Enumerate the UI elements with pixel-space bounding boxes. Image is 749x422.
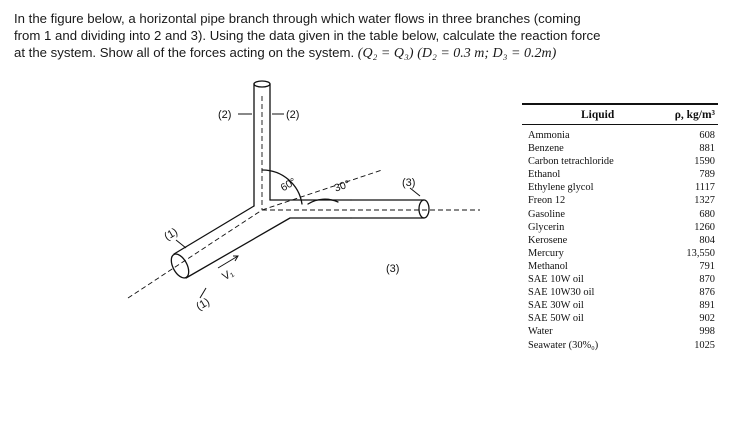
density-table	[522, 103, 718, 352]
label-inlet-top: (1)	[162, 225, 180, 244]
liquid-density: 1590	[694, 156, 715, 168]
table-header	[522, 105, 718, 124]
problem-line-1: In the figure below, a horizontal pipe branch through which water flows in three branches (coming	[14, 11, 581, 26]
table-row	[522, 168, 718, 181]
liquid-density: 1025	[694, 339, 715, 351]
table-row	[522, 181, 718, 194]
table-row	[522, 155, 718, 168]
liquid-name: Water	[528, 326, 553, 338]
condition-flow: (Q₂ = Q₃)	[357, 46, 414, 61]
header-density: ρ, kg/m³	[674, 109, 715, 121]
table-row	[522, 208, 718, 221]
liquid-density: 1117	[694, 182, 715, 194]
liquid-density: 902	[699, 313, 715, 325]
table-body	[522, 125, 718, 352]
pipe-branch-diagram	[120, 78, 500, 417]
liquid-density: 13,550	[686, 247, 715, 259]
liquid-name: Carbon tetrachloride	[528, 156, 614, 168]
pipe-branch-figure	[120, 78, 500, 417]
liquid-name: Freon 12	[528, 195, 566, 207]
leader-1-top	[176, 240, 186, 248]
liquid-name: Methanol	[528, 260, 568, 272]
leader-3-top	[410, 188, 420, 196]
table-row	[522, 312, 718, 325]
liquid-name: Ammonia	[528, 130, 570, 141]
liquid-name: Gasoline	[528, 208, 565, 220]
label-velocity: V₁	[220, 267, 236, 284]
liquid-name: Ethylene glycol	[528, 182, 594, 194]
liquid-density: 876	[699, 287, 715, 299]
liquid-density: 998	[699, 326, 715, 338]
table-row	[522, 299, 718, 312]
label-branch3-top: (3)	[402, 177, 416, 189]
liquid-name: Seawater (30%₀)	[528, 339, 599, 351]
label-angle-60: 60°	[278, 175, 299, 195]
branch-3-outlet	[419, 200, 429, 218]
table-row	[522, 260, 718, 273]
liquid-density: 870	[699, 274, 715, 286]
table-row	[522, 325, 718, 338]
centerline-inlet	[128, 210, 262, 298]
centerline-30-ref	[262, 170, 382, 210]
liquid-name: Mercury	[528, 247, 564, 259]
liquid-density: 804	[699, 234, 715, 246]
liquid-name: Glycerin	[528, 221, 565, 233]
liquid-density: 1260	[694, 221, 715, 233]
liquid-name: Ethanol	[528, 169, 561, 181]
label-branch2-right: (2)	[286, 109, 300, 121]
liquid-density: 1327	[694, 195, 715, 207]
table-row	[522, 234, 718, 247]
label-angle-30: 30°	[332, 177, 352, 195]
liquid-name: SAE 10W30 oil	[528, 287, 595, 299]
problem-line-2: from 1 and dividing into 2 and 3). Using the data given in the table below, calculate the reaction force	[14, 28, 601, 43]
liquid-name: SAE 50W oil	[528, 313, 584, 325]
problem-line-3-text: at the system. Show all of the forces acting on the system.	[14, 45, 355, 60]
liquid-density: 608	[699, 130, 715, 141]
table-row	[522, 129, 718, 142]
table-row	[522, 286, 718, 299]
condition-diameters: (D₂ = 0.3 m; D₃ = 0.2m)	[417, 46, 557, 61]
table-row	[522, 142, 718, 155]
table-row	[522, 194, 718, 207]
liquid-name: Kerosene	[528, 234, 568, 246]
liquid-name: SAE 30W oil	[528, 300, 584, 312]
inlet-upper-wall	[174, 206, 254, 254]
liquid-name: Benzene	[528, 143, 564, 155]
problem-line-3	[14, 44, 734, 62]
label-branch2-left: (2)	[218, 109, 232, 121]
liquid-name: SAE 10W oil	[528, 274, 584, 286]
problem-statement	[14, 10, 734, 62]
liquid-density: 791	[699, 260, 715, 272]
table-row	[522, 221, 718, 234]
liquid-density: 881	[699, 143, 715, 155]
liquid-density: 680	[699, 208, 715, 220]
label-inlet-bottom: (1)	[194, 295, 212, 314]
header-liquid: Liquid	[581, 109, 615, 121]
table-row	[522, 339, 718, 352]
liquid-density: 891	[699, 300, 715, 312]
label-branch3-bottom: (3)	[386, 263, 400, 275]
table-row	[522, 273, 718, 286]
branch-2-outlet	[254, 81, 270, 87]
liquid-density: 789	[699, 169, 715, 181]
table-row	[522, 247, 718, 260]
inlet-lower-wall	[186, 218, 351, 278]
